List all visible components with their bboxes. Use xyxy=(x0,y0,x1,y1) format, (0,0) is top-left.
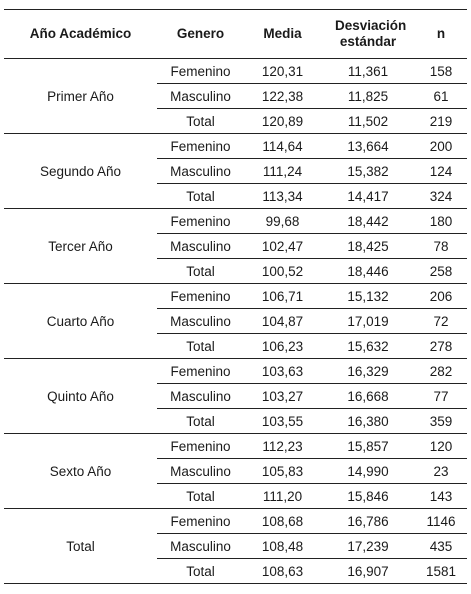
group-label: Sexto Año xyxy=(4,434,157,509)
n-cell: 324 xyxy=(415,184,467,209)
mean-cell: 108,48 xyxy=(244,534,321,559)
n-cell: 78 xyxy=(415,234,467,259)
n-cell: 1581 xyxy=(415,559,467,584)
std-dev-cell: 11,825 xyxy=(321,84,415,109)
table-body xyxy=(4,59,467,584)
gender-cell: Total xyxy=(157,484,244,509)
gender-cell: Masculino xyxy=(157,159,244,184)
std-dev-cell: 14,990 xyxy=(321,459,415,484)
n-cell: 1146 xyxy=(415,509,467,534)
n-cell: 219 xyxy=(415,109,467,134)
mean-cell: 111,20 xyxy=(244,484,321,509)
header-gender: Genero xyxy=(157,10,244,59)
n-cell: 282 xyxy=(415,359,467,384)
mean-cell: 113,34 xyxy=(244,184,321,209)
mean-cell: 99,68 xyxy=(244,209,321,234)
table-row xyxy=(4,434,467,459)
table-row xyxy=(4,134,467,159)
std-dev-cell: 16,786 xyxy=(321,509,415,534)
mean-cell: 103,55 xyxy=(244,409,321,434)
group-label: Cuarto Año xyxy=(4,284,157,359)
mean-cell: 112,23 xyxy=(244,434,321,459)
n-cell: 124 xyxy=(415,159,467,184)
std-dev-cell: 17,019 xyxy=(321,309,415,334)
mean-cell: 103,27 xyxy=(244,384,321,409)
table-row xyxy=(4,209,467,234)
std-dev-cell: 15,382 xyxy=(321,159,415,184)
mean-cell: 103,63 xyxy=(244,359,321,384)
gender-cell: Femenino xyxy=(157,59,244,84)
std-dev-cell: 13,664 xyxy=(321,134,415,159)
header-n: n xyxy=(415,10,467,59)
n-cell: 200 xyxy=(415,134,467,159)
header-std-dev: Desviación estándar xyxy=(321,10,415,59)
std-dev-cell: 16,329 xyxy=(321,359,415,384)
gender-cell: Total xyxy=(157,559,244,584)
mean-cell: 120,89 xyxy=(244,109,321,134)
gender-cell: Femenino xyxy=(157,284,244,309)
std-dev-cell: 18,442 xyxy=(321,209,415,234)
mean-cell: 122,38 xyxy=(244,84,321,109)
n-cell: 120 xyxy=(415,434,467,459)
gender-cell: Masculino xyxy=(157,384,244,409)
gender-cell: Femenino xyxy=(157,359,244,384)
mean-cell: 106,23 xyxy=(244,334,321,359)
mean-cell: 114,64 xyxy=(244,134,321,159)
table-row xyxy=(4,359,467,384)
gender-cell: Total xyxy=(157,409,244,434)
header-mean: Media xyxy=(244,10,321,59)
gender-cell: Total xyxy=(157,109,244,134)
header-year: Año Académico xyxy=(4,10,157,59)
mean-cell: 108,63 xyxy=(244,559,321,584)
n-cell: 158 xyxy=(415,59,467,84)
n-cell: 258 xyxy=(415,259,467,284)
group-label: Primer Año xyxy=(4,59,157,134)
gender-cell: Masculino xyxy=(157,534,244,559)
std-dev-cell: 15,632 xyxy=(321,334,415,359)
std-dev-cell: 16,380 xyxy=(321,409,415,434)
mean-cell: 100,52 xyxy=(244,259,321,284)
std-dev-cell: 16,907 xyxy=(321,559,415,584)
std-dev-cell: 16,668 xyxy=(321,384,415,409)
std-dev-cell: 11,361 xyxy=(321,59,415,84)
group-label: Quinto Año xyxy=(4,359,157,434)
gender-cell: Masculino xyxy=(157,459,244,484)
group-label: Tercer Año xyxy=(4,209,157,284)
n-cell: 278 xyxy=(415,334,467,359)
n-cell: 143 xyxy=(415,484,467,509)
table-row xyxy=(4,509,467,534)
std-dev-cell: 17,239 xyxy=(321,534,415,559)
mean-cell: 105,83 xyxy=(244,459,321,484)
std-dev-cell: 15,857 xyxy=(321,434,415,459)
header-row xyxy=(4,10,467,59)
std-dev-cell: 14,417 xyxy=(321,184,415,209)
gender-cell: Total xyxy=(157,259,244,284)
n-cell: 77 xyxy=(415,384,467,409)
mean-cell: 104,87 xyxy=(244,309,321,334)
gender-cell: Femenino xyxy=(157,509,244,534)
mean-cell: 108,68 xyxy=(244,509,321,534)
gender-cell: Total xyxy=(157,334,244,359)
group-label: Segundo Año xyxy=(4,134,157,209)
std-dev-cell: 18,425 xyxy=(321,234,415,259)
mean-cell: 111,24 xyxy=(244,159,321,184)
gender-cell: Total xyxy=(157,184,244,209)
n-cell: 359 xyxy=(415,409,467,434)
n-cell: 206 xyxy=(415,284,467,309)
n-cell: 23 xyxy=(415,459,467,484)
gender-cell: Femenino xyxy=(157,434,244,459)
gender-cell: Femenino xyxy=(157,209,244,234)
n-cell: 61 xyxy=(415,84,467,109)
mean-cell: 102,47 xyxy=(244,234,321,259)
gender-cell: Masculino xyxy=(157,234,244,259)
gender-cell: Femenino xyxy=(157,134,244,159)
std-dev-cell: 15,132 xyxy=(321,284,415,309)
std-dev-cell: 18,446 xyxy=(321,259,415,284)
mean-cell: 106,71 xyxy=(244,284,321,309)
gender-cell: Masculino xyxy=(157,309,244,334)
mean-cell: 120,31 xyxy=(244,59,321,84)
n-cell: 180 xyxy=(415,209,467,234)
table-row xyxy=(4,284,467,309)
table-header xyxy=(4,10,467,59)
table-row xyxy=(4,59,467,84)
n-cell: 435 xyxy=(415,534,467,559)
std-dev-cell: 11,502 xyxy=(321,109,415,134)
statistics-table xyxy=(4,9,467,584)
n-cell: 72 xyxy=(415,309,467,334)
gender-cell: Masculino xyxy=(157,84,244,109)
std-dev-cell: 15,846 xyxy=(321,484,415,509)
group-label: Total xyxy=(4,509,157,584)
